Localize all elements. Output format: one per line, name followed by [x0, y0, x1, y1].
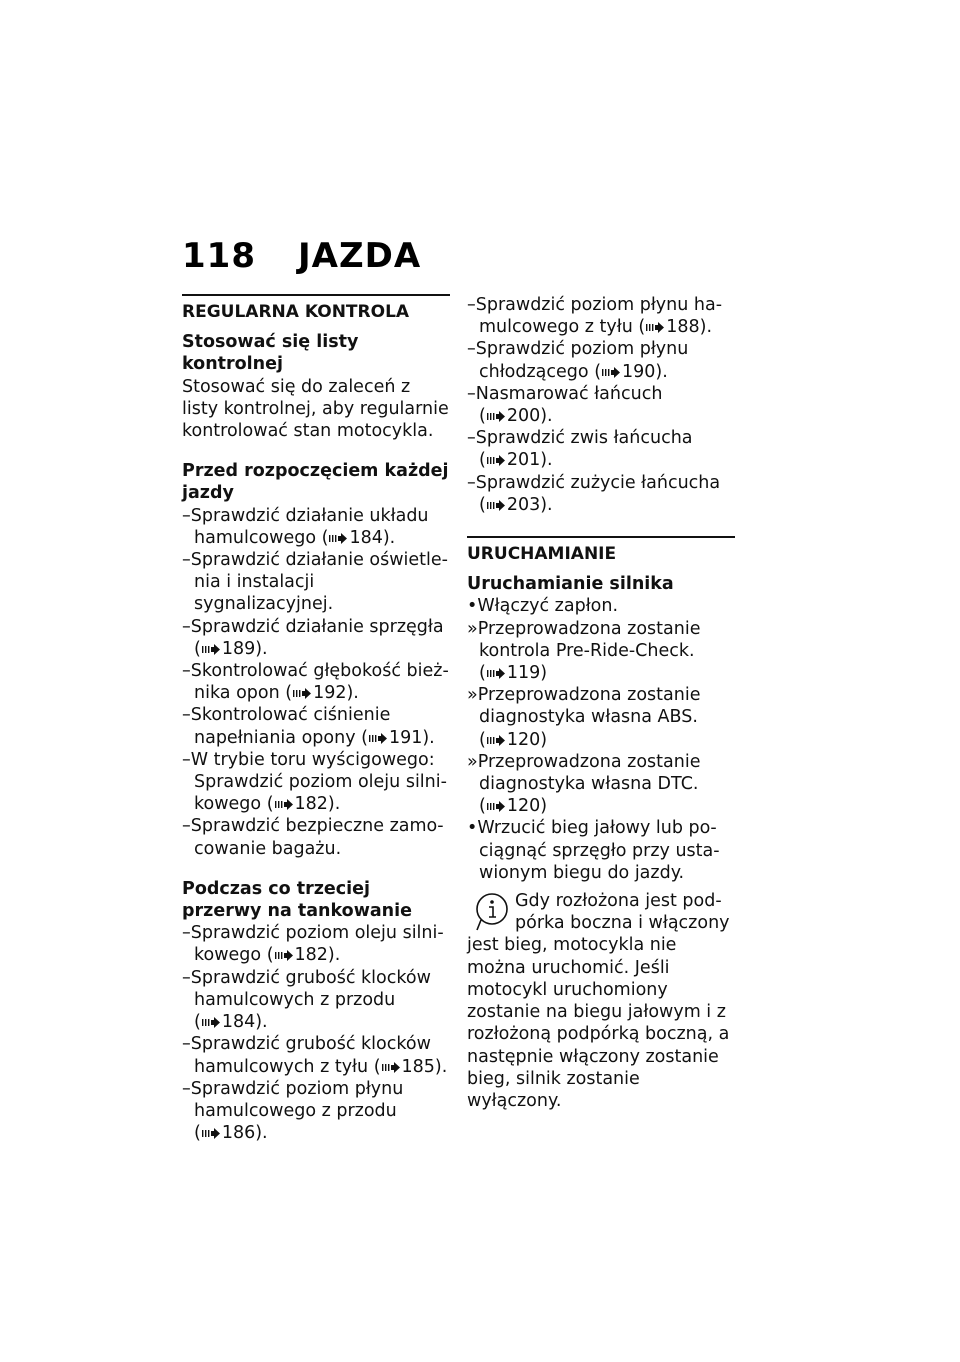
page-reference[interactable]: ( 120) — [479, 796, 548, 817]
before-ride-list — [182, 505, 450, 860]
page-reference[interactable]: ( 188). — [632, 317, 713, 338]
page-reference[interactable]: ( 201). — [479, 450, 553, 471]
before-ride-item-text: –Skontrolować ciśnienie napełniania opony — [182, 705, 391, 748]
page-reference[interactable]: ( 186). — [194, 1123, 268, 1144]
page-reference-number: 203). — [506, 494, 553, 515]
left-column — [182, 294, 450, 1144]
chapter-title: JAZDA — [297, 236, 422, 276]
engine-start-step-item — [467, 751, 735, 818]
page-reference[interactable]: ( 200). — [479, 406, 553, 427]
page-arrow-icon — [293, 688, 311, 699]
info-note — [467, 890, 735, 1112]
info-note-text: Gdy rozłożona jest podpórka boczna i włączony jest bieg, motocykla nie można uruchomić. Jeśli motocykl uruchomiony zostanie na biegu jałowym i z rozłożoną podpórką boczną, a następnie włączony zostanie bieg, silnik zostanie wyłączony. — [467, 891, 730, 1111]
before-ride-item-text: –W trybie toru wyścigowego: Sprawdzić poziom oleju silnikowego — [182, 749, 447, 815]
refuel-stop-cont-item-text: –Nasmarować łańcuch — [467, 383, 663, 404]
page-reference-number: 185). — [401, 1056, 448, 1077]
page-reference-number: 191). — [388, 727, 435, 748]
page-reference-number: 186). — [221, 1123, 268, 1144]
page-reference-number: 184). — [349, 527, 396, 548]
before-ride-item-text: –Sprawdzić działanie oświetlenia i instalacji sygnalizacyjnej. — [182, 550, 448, 615]
page-reference-number: 184). — [221, 1012, 268, 1033]
before-ride-item-text: –Sprawdzić działanie sprzęgła — [182, 616, 444, 637]
before-ride-item — [182, 505, 450, 549]
engine-start-step-item-text: •Włączyć zapłon. — [467, 596, 619, 617]
page-reference-number: 188). — [666, 317, 713, 338]
subheading-before-ride: Przed rozpoczęciem każdej jazdy — [182, 461, 449, 504]
page-number: 118 — [182, 236, 256, 276]
page-arrow-icon — [487, 668, 505, 679]
refuel-stop-cont-item — [467, 472, 735, 516]
page-reference-number: 190). — [622, 361, 668, 382]
page-arrow-icon — [487, 500, 505, 511]
refuel-stop-item-text: –Sprawdzić poziom oleju silnikowego — [182, 923, 444, 966]
page-reference-number: 120) — [506, 796, 548, 817]
before-ride-item — [182, 815, 450, 859]
page-reference[interactable]: ( 192). — [279, 683, 359, 704]
page-reference[interactable]: ( 191). — [355, 727, 435, 748]
page-header — [182, 236, 421, 276]
page-arrow-icon — [202, 1017, 220, 1028]
page-reference[interactable]: ( 190). — [588, 361, 668, 382]
page-reference[interactable]: ( 182). — [261, 945, 341, 966]
page-reference-number: 192). — [313, 683, 359, 704]
engine-start-step-item-text: »Przeprowadzona zostanie kontrola Pre-Ride-Check. — [467, 618, 701, 661]
before-ride-item — [182, 660, 450, 704]
page-reference[interactable]: ( 184). — [316, 527, 396, 548]
refuel-stop-cont-item — [467, 427, 735, 471]
engine-start-step-item-text: •Wrzucić bieg jałowy lub pociągnąć sprzęgło przy ustawionym biegu do jazdy. — [467, 818, 720, 883]
refuel-stop-cont-item — [467, 383, 735, 427]
page-arrow-icon — [329, 533, 347, 544]
page-arrow-icon — [202, 644, 220, 655]
page-arrow-icon — [369, 733, 387, 744]
refuel-stop-item-text: –Sprawdzić grubość klocków hamulcowych z przodu — [182, 967, 431, 1010]
refuel-stop-list — [182, 922, 450, 1144]
refuel-stop-item-text: –Sprawdzić poziom płynu hamulcowego z przodu — [182, 1078, 404, 1121]
page-arrow-icon — [382, 1062, 400, 1073]
info-icon — [475, 892, 509, 932]
refuel-stop-item — [182, 1033, 450, 1077]
before-ride-item-text: –Sprawdzić bezpieczne zamocowanie bagażu. — [182, 816, 444, 859]
page-reference-number: 200). — [506, 406, 553, 427]
refuel-stop-cont-item-text: –Sprawdzić zużycie łańcucha — [467, 472, 721, 493]
page-reference[interactable]: ( 203). — [479, 494, 553, 515]
refuel-stop-cont-item-text: –Sprawdzić poziom płynu hamulcowego z tyłu — [467, 295, 723, 338]
before-ride-item — [182, 749, 450, 816]
section-title-regular-check: REGULARNA KONTROLA — [182, 294, 450, 323]
page-reference[interactable]: ( 120) — [479, 729, 548, 750]
paragraph-checklist: Stosować się do zaleceń z listy kontrolnej, aby regularnie kontrolować stan motocykla. — [182, 376, 449, 442]
refuel-stop-cont-item-text: –Sprawdzić poziom płynu chłodzącego — [467, 339, 689, 382]
before-ride-item — [182, 704, 450, 748]
refuel-stop-cont-item — [467, 294, 735, 338]
engine-start-steps — [467, 595, 735, 884]
subheading-checklist: Stosować się listy kontrolnej — [182, 332, 359, 375]
page-reference[interactable]: ( 119) — [479, 663, 548, 684]
refuel-stop-item-text: –Sprawdzić grubość klocków hamulcowych z tyłu — [182, 1034, 431, 1077]
page-reference-number: 201). — [506, 450, 553, 471]
before-ride-item-text: –Skontrolować głębokość bieżnika opon — [182, 661, 449, 704]
refuel-stop-item — [182, 1078, 450, 1145]
page-arrow-icon — [602, 367, 620, 378]
page-reference-number: 182). — [294, 945, 341, 966]
engine-start-step-item — [467, 618, 735, 685]
engine-start-step-item-text: »Przeprowadzona zostanie diagnostyka własna ABS. — [467, 685, 701, 728]
page-arrow-icon — [646, 322, 664, 333]
page-reference-number: 119) — [506, 663, 548, 684]
page-reference-number: 182). — [294, 794, 341, 815]
section-title-starting: URUCHAMIANIE — [467, 536, 735, 565]
refuel-stop-item — [182, 922, 450, 966]
refuel-stop-item — [182, 967, 450, 1034]
refuel-stop-list-continued — [467, 294, 735, 516]
page-reference-number: 189). — [221, 638, 268, 659]
refuel-stop-cont-item-text: –Sprawdzić zwis łańcucha — [467, 428, 693, 449]
before-ride-item — [182, 616, 450, 660]
page-reference-number: 120) — [506, 729, 548, 750]
before-ride-item — [182, 549, 450, 616]
page-arrow-icon — [487, 801, 505, 812]
subheading-refuel-stop: Podczas co trzeciej przerwy na tankowanie — [182, 878, 412, 922]
page-arrow-icon — [275, 799, 293, 810]
before-ride-item-text: –Sprawdzić działanie układu hamulcowego — [182, 505, 429, 548]
page-arrow-icon — [487, 735, 505, 746]
refuel-stop-cont-item — [467, 338, 735, 382]
page-arrow-icon — [487, 411, 505, 422]
engine-start-step-item — [467, 684, 735, 751]
engine-start-step-item — [467, 817, 735, 884]
engine-start-step-item — [467, 595, 735, 617]
page-arrow-icon — [487, 455, 505, 466]
page-reference[interactable]: ( 184). — [194, 1012, 268, 1033]
subheading-engine-start: Uruchamianie silnika — [467, 574, 674, 595]
right-column — [467, 294, 735, 1112]
page-arrow-icon — [275, 950, 293, 961]
page-arrow-icon — [202, 1128, 220, 1139]
page-reference[interactable]: ( 189). — [194, 638, 268, 659]
page-reference[interactable]: ( 185). — [368, 1056, 448, 1077]
engine-start-step-item-text: »Przeprowadzona zostanie diagnostyka własna DTC. — [467, 751, 701, 795]
page-reference[interactable]: ( 182). — [261, 794, 341, 815]
